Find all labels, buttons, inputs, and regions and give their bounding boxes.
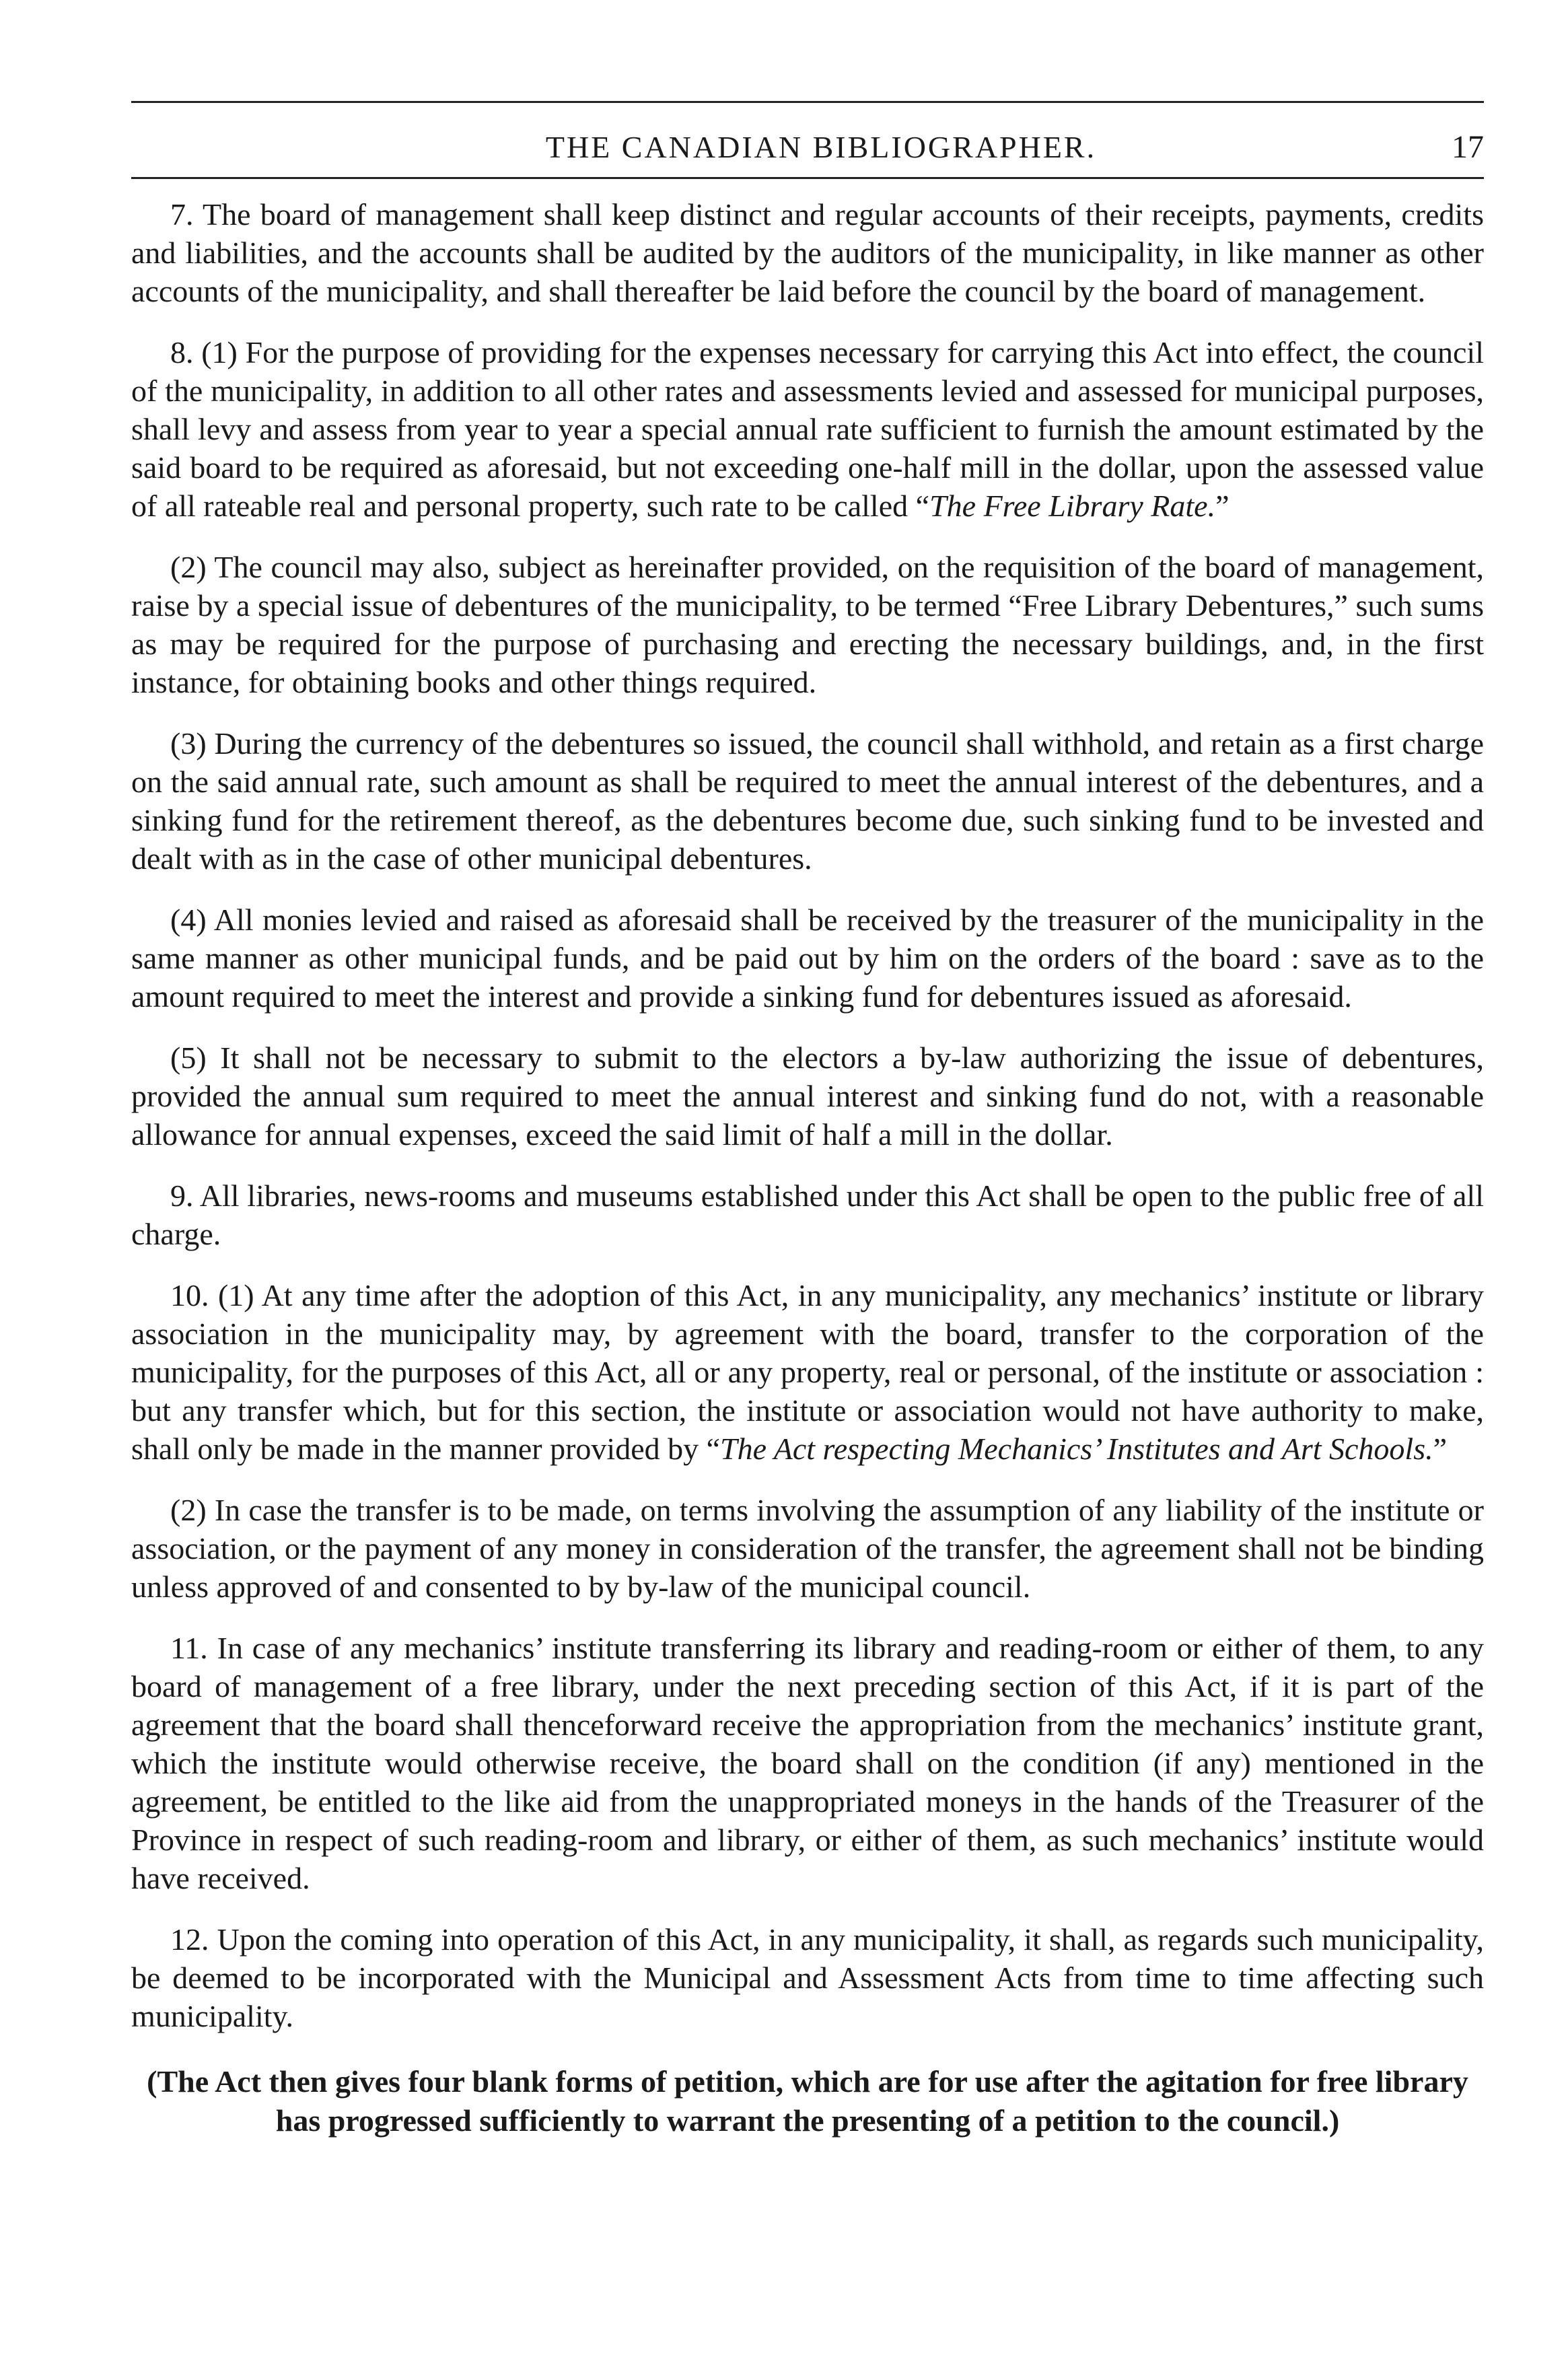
paragraph-10-1 [131, 1276, 1484, 1468]
paragraph-8-4 [131, 901, 1484, 1016]
closing-note: (The Act then gives four blank forms of petition, which are for use after the agitation for free library has progressed sufficiently to warrant the presenting of a petition to the council.) [147, 2064, 1468, 2138]
paragraph-text: (5) It shall not be necessary to submit to the electors a by-law authorizing the issue of debentures, provided the annual sum required to meet the annual interest and sinking fund do not, with a reasonable allowance for annual expenses, exceed the said limit of half a mill in the dollar. [131, 1041, 1484, 1152]
paragraph-italic: The Free Library Rate. [929, 489, 1216, 523]
paragraph-8-2 [131, 548, 1484, 701]
page-number: 17 [1452, 129, 1484, 165]
document-page [131, 101, 1484, 2163]
paragraph-9 [131, 1176, 1484, 1253]
paragraph-text-end: ” [1433, 1432, 1448, 1466]
paragraph-text: (2) The council may also, subject as hereinafter provided, on the requisition of the board of management, raise by a special issue of debentures of the municipality, to be termed “Free Library Debentures,” such sums as may be required for the purpose of purchasing and erecting the necessary buildings, and, in the first instance, for obtaining books and other things required. [131, 550, 1484, 699]
paragraph-text: 11. In case of any mechanics’ institute transferring its library and reading-room or either of them, to any board of management of a free library, under the next preceding section of this Act, if it is part of the agreement that the board shall thenceforward receive the appropriation from the mechanics’ institute grant, which the institute would otherwise receive, the board shall on the condition (if any) mentioned in the agreement, be entitled to the like aid from the unappropriated moneys in the hands of the Treasurer of the Province in respect of such reading-room and library, or either of them, as such mechanics’ institute would have received. [131, 1631, 1484, 1895]
paragraph-8-1 [131, 333, 1484, 525]
act-text [131, 195, 1484, 2140]
running-title: THE CANADIAN BIBLIOGRAPHER. [545, 130, 1097, 164]
running-header [131, 129, 1484, 169]
paragraph-text-end: ” [1215, 489, 1230, 523]
paragraph-10-2 [131, 1491, 1484, 1606]
header-top-rule [131, 101, 1484, 103]
paragraph-text: 8. (1) For the purpose of providing for the expenses necessary for carrying this Act into effect, the council of the municipality, in addition to all other rates and assessments levied and assessed for municipal purposes, shall levy and assess from year to year a special annual rate sufficient to furnish the amount estimated by the said board to be required as aforesaid, but not exceeding one-half mill in the dollar, upon the assessed value of all rateable real and personal property, such rate to be called “ [131, 335, 1484, 523]
paragraph-text: (4) All monies levied and raised as aforesaid shall be received by the treasurer of the municipality in the same manner as other municipal funds, and be paid out by him on the orders of the board : save as to the amount required to meet the interest and provide a sinking fund for debentures issued as aforesaid. [131, 903, 1484, 1014]
paragraph-text: 10. (1) At any time after the adoption of this Act, in any municipality, any mechanics’ institute or library association in the municipality may, by agreement with the board, transfer to the corporation of the municipality, for the purposes of this Act, all or any property, real or personal, of the institute or association : but any transfer which, but for this section, the institute or association would not have authority to make, shall only be made in the manner provided by “ [131, 1278, 1484, 1466]
paragraph-text: 12. Upon the coming into operation of this Act, in any municipality, it shall, as regards such municipality, be deemed to be incorporated with the Municipal and Assessment Acts from time to time affecting such municipality. [131, 1922, 1484, 2033]
paragraph-7 [131, 195, 1484, 310]
paragraph-text: 9. All libraries, news-rooms and museums established under this Act shall be open to the public free of all charge. [131, 1178, 1484, 1251]
paragraph-italic: The Act respecting Mechanics’ Institutes and Art Schools. [720, 1432, 1433, 1466]
paragraph-text: 7. The board of management shall keep distinct and regular accounts of their receipts, payments, credits and liabilities, and the accounts shall be audited by the auditors of the municipality, in like manner as other accounts of the municipality, and shall thereafter be laid before the council by the board of management. [131, 197, 1484, 308]
paragraph-11 [131, 1629, 1484, 1897]
header-bottom-rule [131, 177, 1484, 179]
paragraph-12 [131, 1920, 1484, 2035]
paragraph-8-5 [131, 1039, 1484, 1154]
paragraph-8-3 [131, 724, 1484, 878]
paragraph-text: (3) During the currency of the debentures so issued, the council shall withhold, and retain as a first charge on the said annual rate, such amount as shall be required to meet the annual interest of the debentures, and a sinking fund for the retirement thereof, as the debentures become due, such sinking fund to be invested and dealt with as in the case of other municipal debentures. [131, 726, 1484, 876]
paragraph-text: (2) In case the transfer is to be made, on terms involving the assumption of any liability of the institute or association, or the payment of any money in consideration of the transfer, the agreement shall not be binding unless approved of and consented to by by-law of the municipal council. [131, 1493, 1484, 1604]
